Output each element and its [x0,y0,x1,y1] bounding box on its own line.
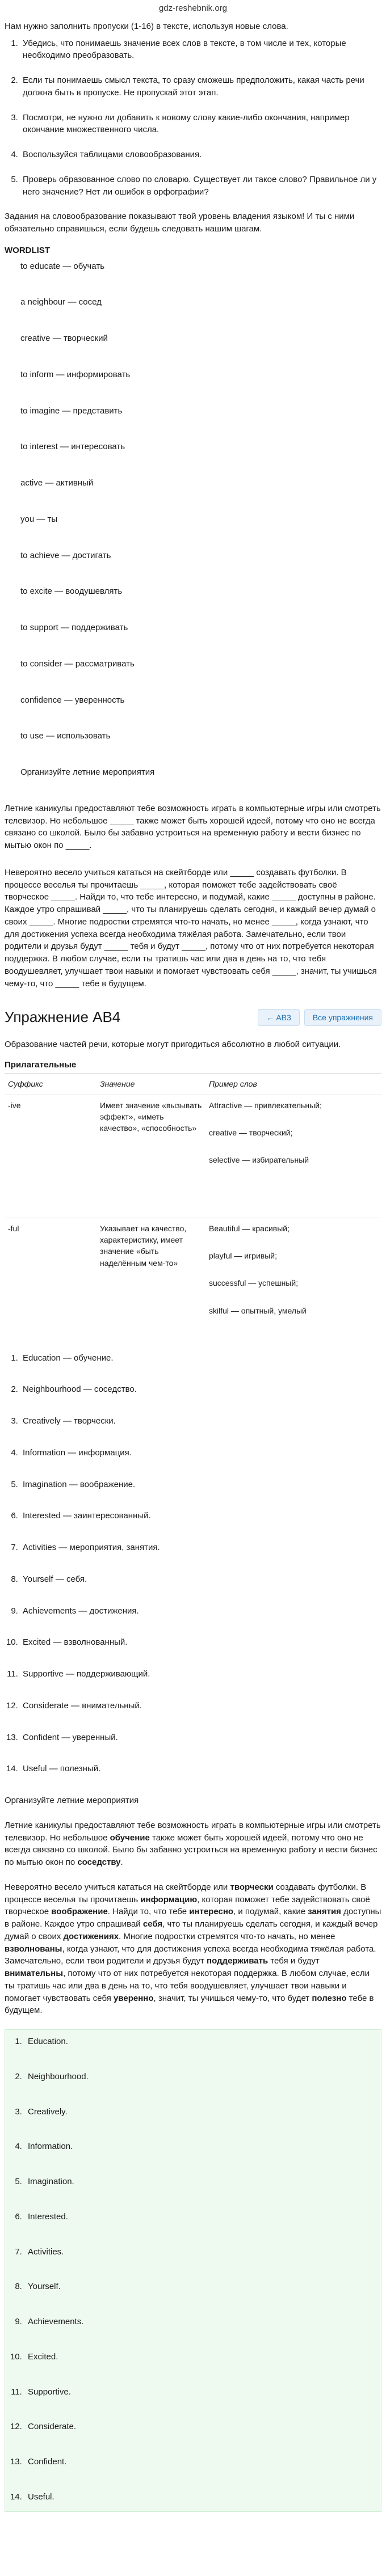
exercise-intro: Образование частей речи, которые могут пригодиться абсолютно в любой ситуации. [5,1039,341,1049]
step-item: 4. Воспользуйся таблицами словообразования. [20,149,381,161]
steps-list [5,37,381,199]
story-paragraph: Невероятно весело учиться кататься на скейтборде или _____ создавать футболки. В процессе веселья ты прочитаешь _____, которая поможет тебе задействовать своё творческое _____. Найди то, что тебе интересно, и подумай, какие _____ доступны в районе. Каждое утро спрашивай _____, что ты планируешь сделать сегодня, и каждый вечер думай о своих _____. Многие подростки стремятся что-то начать, но менее _____, когда узнают, что для достижения успеха всегда необходима тяжёлая работа. Замечательно, если твои родители и друзья будут _____ тебя и будут _____, потому что от них потребуется некоторая поддержка. В любом случае, если ты тратишь час или два в день на то, что тебя воодушевляет, улучшает твои навыки и помогает чувствовать себя _____, значит, ты учишься чему-то, что _____ тебе в будущем. [5,867,377,989]
final-answer-item: 13. Confident. [24,2456,381,2468]
wordlist-title: WORDLIST [5,245,50,255]
column-header: Суффикс [5,1074,96,1095]
story-text [5,803,381,990]
answer-item: 4. Information — информация. [20,1447,381,1459]
word-item: to use — использовать [20,731,111,741]
story-answer-paragraph: Невероятно весело учиться кататься на скейтборде или творчески создавать футболки. В процессе веселья ты прочитаешь информацию, которая поможет тебе задействовать своё творческое воображение. Найди то, что тебе интересно, и подумай, какие занятия доступны в районе. Каждое утро спрашивай себя, что ты планируешь сделать сегодня, и каждый вечер думай о своих достижениях. Многие подростки стремятся что-то начать, но менее взволнованы, когда узнают, что для достижения успеха всегда необходима тяжёлая работа. Замечательно, если твои родители и друзья будут поддерживать тебя и будут внимательны, потому что от них потребуется некоторая поддержка. В любом случае, если ты тратишь час или два в день на то, что тебя воодушевляет, улучшает твои навыки и помогает чувствовать себя уверенно, значит, ты учишься чему-то, что будет полезно тебе в будущем. [5,1882,381,2016]
word-item: to excite — воодушевлять [20,586,123,597]
story-answer [5,1794,381,2017]
suffix-table-section [5,1059,381,1341]
answer-item: 12. Considerate — внимательный. [20,1700,381,1712]
story-paragraph: Летние каникулы предоставляют тебе возможность играть в компьютерные игры или смотреть телевизор. Но небольшое _____ также может быть хорошей идеей, потому что оно не всегда связано со школой. Было бы забавно устроиться на временную работу и вести бизнес по мытью окон по _____. [5,803,381,850]
task-intro: Нам нужно заполнить пропуски (1-16) в тексте, используя новые слова. [5,21,288,31]
word-item: creative — творческий [20,333,108,343]
answer-item: 9. Achievements — достижения. [20,1605,381,1618]
final-answers-list [5,2036,381,2503]
step-item: 2. Если ты понимаешь смысл текста, то сразу сможешь предположить, какая часть речи должна быть в пропуске. Не пропускай этот этап. [20,74,381,99]
suffix-cell: -ful [5,1218,96,1341]
answer-item: 6. Interested — заинтересованный. [20,1510,381,1522]
prev-exercise-button[interactable] [258,1009,300,1026]
final-answer-item: 4. Information. [24,2140,381,2153]
word-item: Организуйте летние мероприятия [20,767,155,777]
suffix-cell: -ive [5,1095,96,1218]
word-item: to educate — обучать [20,261,105,271]
final-answer-item: 3. Creatively. [24,2106,381,2118]
final-answer-item: 7. Activities. [24,2246,381,2258]
final-answer-item: 5. Imagination. [24,2176,381,2188]
final-answer-item: 9. Achievements. [24,2316,381,2328]
table-header-row [5,1074,381,1095]
prev-exercise-label: AB3 [276,1013,291,1023]
exercise-header [5,1004,381,1031]
example-word: selective — избирательный [209,1155,309,1165]
word-item: you — ты [20,514,58,524]
final-answer-item: 12. Considerate. [24,2421,381,2433]
meaning-cell: Указывает на качество, характеристику, имеет значение «быть наделённым чем-то» [96,1218,205,1341]
answer-item: 7. Activities — мероприятия, занятия. [20,1542,381,1554]
answers-ru-list [5,1352,381,1776]
final-answer-item: 10. Excited. [24,2351,381,2363]
word-item: confidence — уверенность [20,695,125,705]
table-row [5,1218,381,1341]
final-answer-item: 2. Neighbourhood. [24,2071,381,2083]
site-header: gdz-reshebnik.org [158,3,228,13]
answer-item: 5. Imagination — воображение. [20,1479,381,1491]
step-item: 5. Проверь образованное слово по словарю. Существует ли такое слово? Правильное ли у него значение? Нет ли ошибок в орфографии? [20,174,381,199]
final-answer-item: 14. Useful. [24,2491,381,2503]
arrow-left-icon: ← [266,1013,276,1023]
column-header: Значение [96,1074,205,1095]
table-heading: Прилагательные [5,1059,77,1070]
word-item: a neighbour — сосед [20,297,102,307]
story-answer-title: Организуйте летние мероприятия [5,1796,139,1806]
all-exercises-button[interactable]: Все упражнения [304,1009,381,1026]
exercise-title: Упражнение AB4 [5,1008,121,1026]
column-header: Пример слов [205,1074,381,1095]
story-answer-paragraph: Летние каникулы предоставляют тебе возможность играть в компьютерные игры или смотреть телевизор. Но небольшое обучение также может быть хорошей идеей, потому что оно не всегда связано со школой. Было бы забавно устроиться на временную работу и вести бизнес по мытью окон по соседству. [5,1820,381,1868]
final-answer-item: 6. Interested. [24,2211,381,2223]
word-item: to consider — рассматривать [20,658,135,669]
answer-item: 13. Confident — уверенный. [20,1732,381,1744]
word-item: to achieve — достигать [20,550,111,560]
answer-item: 11. Supportive — поддерживающий. [20,1668,381,1680]
example-word: Attractive — привлекательный; [209,1100,322,1110]
suffix-table [5,1073,381,1340]
example-word: playful — игривый; [209,1251,277,1261]
example-word: Beautiful — красивый; [209,1223,290,1233]
word-item: to interest — интересовать [20,442,125,452]
step-item: 3. Посмотри, не нужно ли добавить к новому слову какие-либо окончания, например окончание множественного числа. [20,112,381,137]
word-item: to imagine — представить [20,406,123,416]
final-answers-box [5,2029,381,2512]
meaning-cell: Имеет значение «вызывать эффект», «иметь качество», «способность» [96,1095,205,1218]
example-word: skilful — опытный, умелый [209,1306,307,1315]
answer-item: 14. Useful — полезный. [20,1763,381,1775]
answer-item: 1. Education — обучение. [20,1352,381,1365]
wordlist [5,260,381,779]
answer-item: 10. Excited — взволнованный. [20,1636,381,1649]
example-cell [205,1095,381,1218]
example-cell [205,1218,381,1341]
example-word: creative — творческий; [209,1128,293,1138]
task-note: Задания на словообразование показывают твой уровень владения языком! И ты с ними обязательно справишься, если будешь следовать нашим шагам. [5,212,355,234]
exercise-nav [258,1009,381,1026]
final-answer-item: 11. Supportive. [24,2386,381,2398]
final-answer-item: 1. Education. [24,2036,381,2048]
step-item: 1. Убедись, что понимаешь значение всех слов в тексте, в том числе и тех, которые необходимо преобразовать. [20,37,381,62]
word-item: to inform — информировать [20,369,131,379]
final-answer-item: 8. Yourself. [24,2281,381,2293]
table-row [5,1095,381,1218]
answer-item: 3. Creatively — творчески. [20,1415,381,1428]
word-item: active — активный [20,478,94,488]
word-item: to support — поддерживать [20,623,128,632]
answer-item: 8. Yourself — себя. [20,1573,381,1586]
answer-item: 2. Neighbourhood — соседство. [20,1383,381,1396]
example-word: successful — успешный; [209,1278,299,1288]
